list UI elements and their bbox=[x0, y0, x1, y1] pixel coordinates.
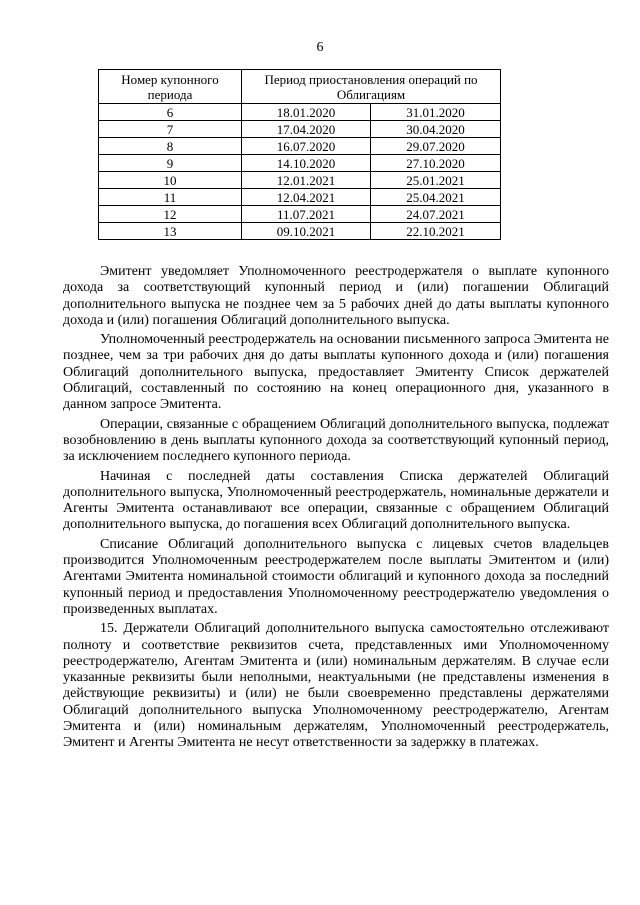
period-end-cell: 25.01.2021 bbox=[371, 172, 501, 189]
coupon-number-cell: 13 bbox=[99, 223, 242, 240]
table-row bbox=[99, 138, 501, 155]
period-start-cell: 18.01.2020 bbox=[242, 104, 371, 121]
paragraph: Списание Облигаций дополнительного выпуска с лицевых счетов владельцев производится Уполномоченным реестродержателем после выплаты Эмитентом и (или) Агентами Эмитента номинальной стоимости облигаций и купонного дохода за последний купонный период и предоставления Уполномоченному реестродержателю уведомления о произведенных выплатах. bbox=[63, 536, 609, 617]
period-start-cell: 16.07.2020 bbox=[242, 138, 371, 155]
period-end-cell: 22.10.2021 bbox=[371, 223, 501, 240]
table-row bbox=[99, 104, 501, 121]
period-start-cell: 12.01.2021 bbox=[242, 172, 371, 189]
period-start-cell: 17.04.2020 bbox=[242, 121, 371, 138]
body-text bbox=[63, 264, 609, 755]
coupon-number-cell: 6 bbox=[99, 104, 242, 121]
table-row bbox=[99, 155, 501, 172]
table-row bbox=[99, 189, 501, 206]
paragraph: 15. Держатели Облигаций дополнительного выпуска самостоятельно отслеживают полноту и соответствие реквизитов счета, представленных ими Уполномоченному реестродержателю, Агентам Эмитента и (или) номинальным держателям. В случае если указанные реквизиты были неполными, неактуальными (не представлены изменения в действующие реквизиты) и (или) не были своевременно представлены держателями Облигаций дополнительного выпуска Уполномоченному реестродержателю, Агентам Эмитента и (или) номинальным держателям, Уполномоченный реестродержатель, Эмитент и Агенты Эмитента не несут ответственности за задержку в платежах. bbox=[63, 621, 609, 751]
coupon-number-cell: 9 bbox=[99, 155, 242, 172]
header-suspension-period: Период приостановления операций по Облигациям bbox=[242, 70, 501, 104]
paragraph: Начиная с последней даты составления Списка держателей Облигаций дополнительного выпуска, Уполномоченный реестродержатель, номинальные держатели и Агенты Эмитента останавливают все операции, связанные с обращением Облигаций дополнительного выпуска, до погашения всех Облигаций дополнительного выпуска. bbox=[63, 468, 609, 533]
header-coupon-number: Номер купонного периода bbox=[99, 70, 242, 104]
period-end-cell: 24.07.2021 bbox=[371, 206, 501, 223]
period-start-cell: 12.04.2021 bbox=[242, 189, 371, 206]
period-start-cell: 09.10.2021 bbox=[242, 223, 371, 240]
paragraph: Операции, связанные с обращением Облигаций дополнительного выпуска, подлежат возобновлению в день выплаты купонного дохода за соответствующий купонный период, за исключением последнего купонного периода. bbox=[63, 416, 609, 465]
page-number: 6 bbox=[316, 40, 324, 55]
coupon-number-cell: 11 bbox=[99, 189, 242, 206]
coupon-suspension-table bbox=[98, 69, 501, 240]
table-row bbox=[99, 206, 501, 223]
coupon-number-cell: 10 bbox=[99, 172, 242, 189]
table-row bbox=[99, 172, 501, 189]
period-end-cell: 30.04.2020 bbox=[371, 121, 501, 138]
paragraph: Уполномоченный реестродержатель на основании письменного запроса Эмитента не позднее, чем за три рабочих дня до даты выплаты купонного дохода и (или) погашения Облигаций дополнительного выпуска, предоставляет Эмитенту Список держателей Облигаций, составленный по состоянию на конец операционного дня, указанного в данном запросе Эмитента. bbox=[63, 332, 609, 413]
coupon-number-cell: 7 bbox=[99, 121, 242, 138]
period-start-cell: 11.07.2021 bbox=[242, 206, 371, 223]
table-body bbox=[99, 104, 501, 240]
period-end-cell: 25.04.2021 bbox=[371, 189, 501, 206]
period-end-cell: 29.07.2020 bbox=[371, 138, 501, 155]
table-row bbox=[99, 121, 501, 138]
coupon-number-cell: 8 bbox=[99, 138, 242, 155]
period-start-cell: 14.10.2020 bbox=[242, 155, 371, 172]
period-end-cell: 27.10.2020 bbox=[371, 155, 501, 172]
period-end-cell: 31.01.2020 bbox=[371, 104, 501, 121]
table-header-row bbox=[99, 70, 501, 104]
table-row bbox=[99, 223, 501, 240]
coupon-number-cell: 12 bbox=[99, 206, 242, 223]
paragraph: Эмитент уведомляет Уполномоченного реестродержателя о выплате купонного дохода за соответствующий купонный период и (или) погашении Облигаций дополнительного выпуска не позднее чем за 5 рабочих дней до даты выплаты купонного дохода и (или) погашения Облигаций дополнительного выпуска. bbox=[63, 264, 609, 328]
